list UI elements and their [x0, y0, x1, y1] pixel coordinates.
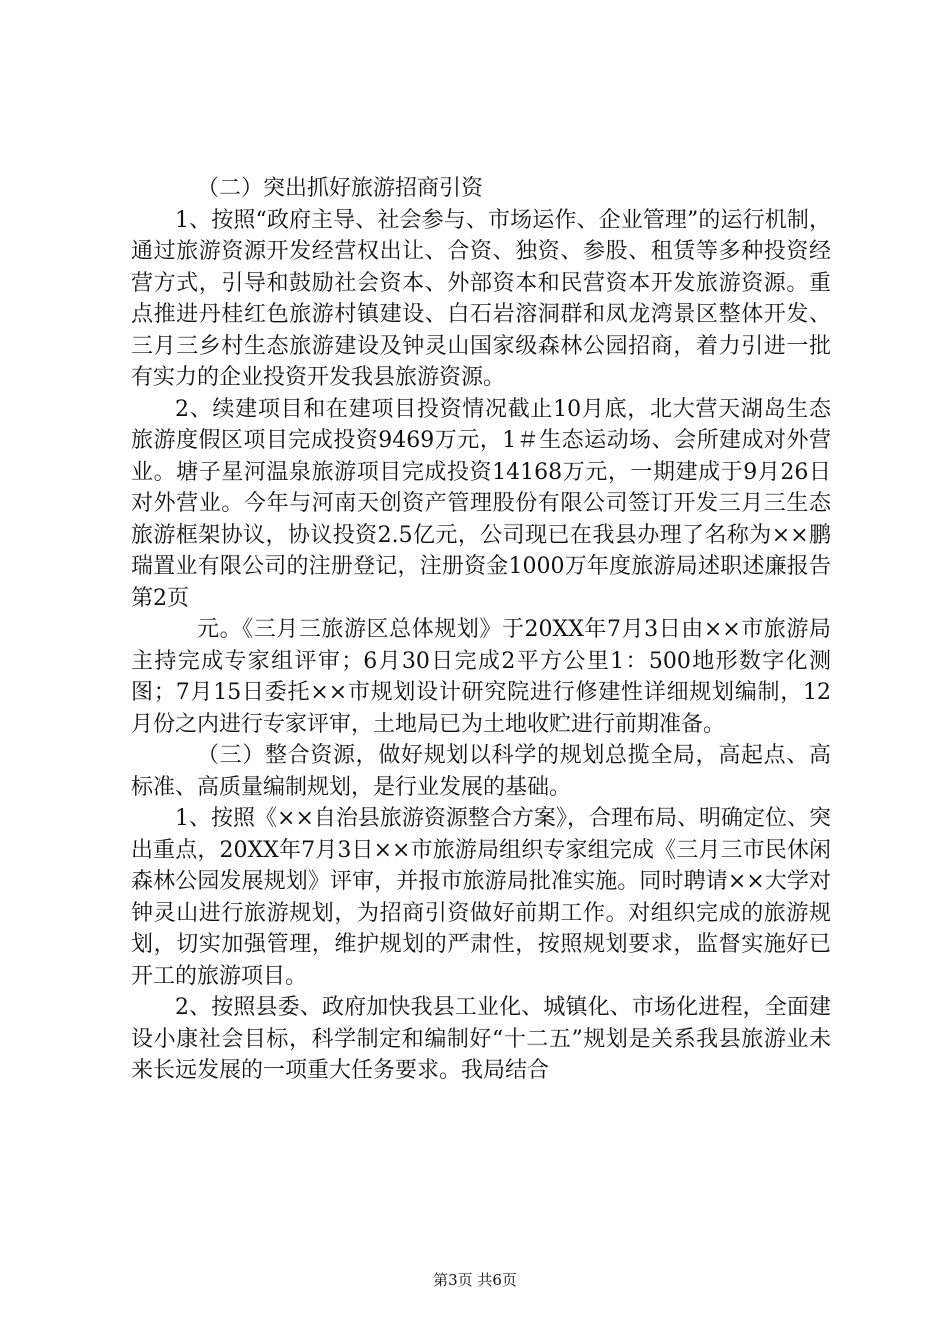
section-heading-planning: （三）整合资源，做好规划以科学的规划总揽全局，高起点、高标准、高质量编制规划，是行业发展的基础。	[131, 743, 831, 800]
document-body	[131, 173, 831, 1087]
paragraph-sanyuesan-plan: 元。《三月三旅游区总体规划》于20XX年7月3日由××市旅游局主持完成专家组评审；6月30日完成2平方公里1：500地形数字化测图；7月15日委托××市规划设计研究院进行修建性详细规划编制，12月份之内进行专家评审，土地局已为土地收贮进行前期准备。	[131, 617, 831, 737]
paragraph-resource-integration: 1、按照《××自治县旅游资源整合方案》，合理布局、明确定位、突出重点，20XX年7月3日××市旅游局组织专家组完成《三月三市民休闲森林公园发展规划》评审，并报市旅游局批准实施。同时聘请××大学对钟灵山进行旅游规划，为招商引资做好前期工作。对组织完成的旅游规划，切实加强管理，维护规划的严肃性，按照规划要求，监督实施好已开工的旅游项目。	[131, 806, 831, 989]
paragraph-investment-mechanism: 1、按照“政府主导、社会参与、市场运作、企业管理”的运行机制，通过旅游资源开发经营权出让、合资、独资、参股、租赁等多种投资经营方式，引导和鼓励社会资本、外部资本和民营资本开发旅游资源。重点推进丹桂红色旅游村镇建设、白石岩溶洞群和凤龙湾景区整体开发、三月三乡村生态旅游建设及钟灵山国家级森林公园招商，着力引进一批有实力的企业投资开发我县旅游资源。	[131, 207, 831, 390]
page-footer: 第3页 共6页	[433, 1271, 517, 1289]
paragraph-five-year-plan: 2、按照县委、政府加快我县工业化、城镇化、市场化进程，全面建设小康社会目标，科学制定和编制好“十二五”规划是关系我县旅游业未来长远发展的一项重大任务要求。我局结合	[131, 995, 831, 1083]
paragraph-project-investment: 2、续建项目和在建项目投资情况截止10月底，北大营天湖岛生态旅游度假区项目完成投资9469万元，1＃生态运动场、会所建成对外营业。塘子星河温泉旅游项目完成投资14168万元，一期建成于9月26日对外营业。今年与河南天创资产管理股份有限公司签订开发三月三生态旅游框架协议，协议投资2.5亿元，公司现已在我县办理了名称为××鹏瑞置业有限公司的注册登记，注册资金1000万年度旅游局述职述廉报告第2页	[131, 396, 831, 611]
section-heading-investment: （二）突出抓好旅游招商引资	[197, 176, 484, 201]
